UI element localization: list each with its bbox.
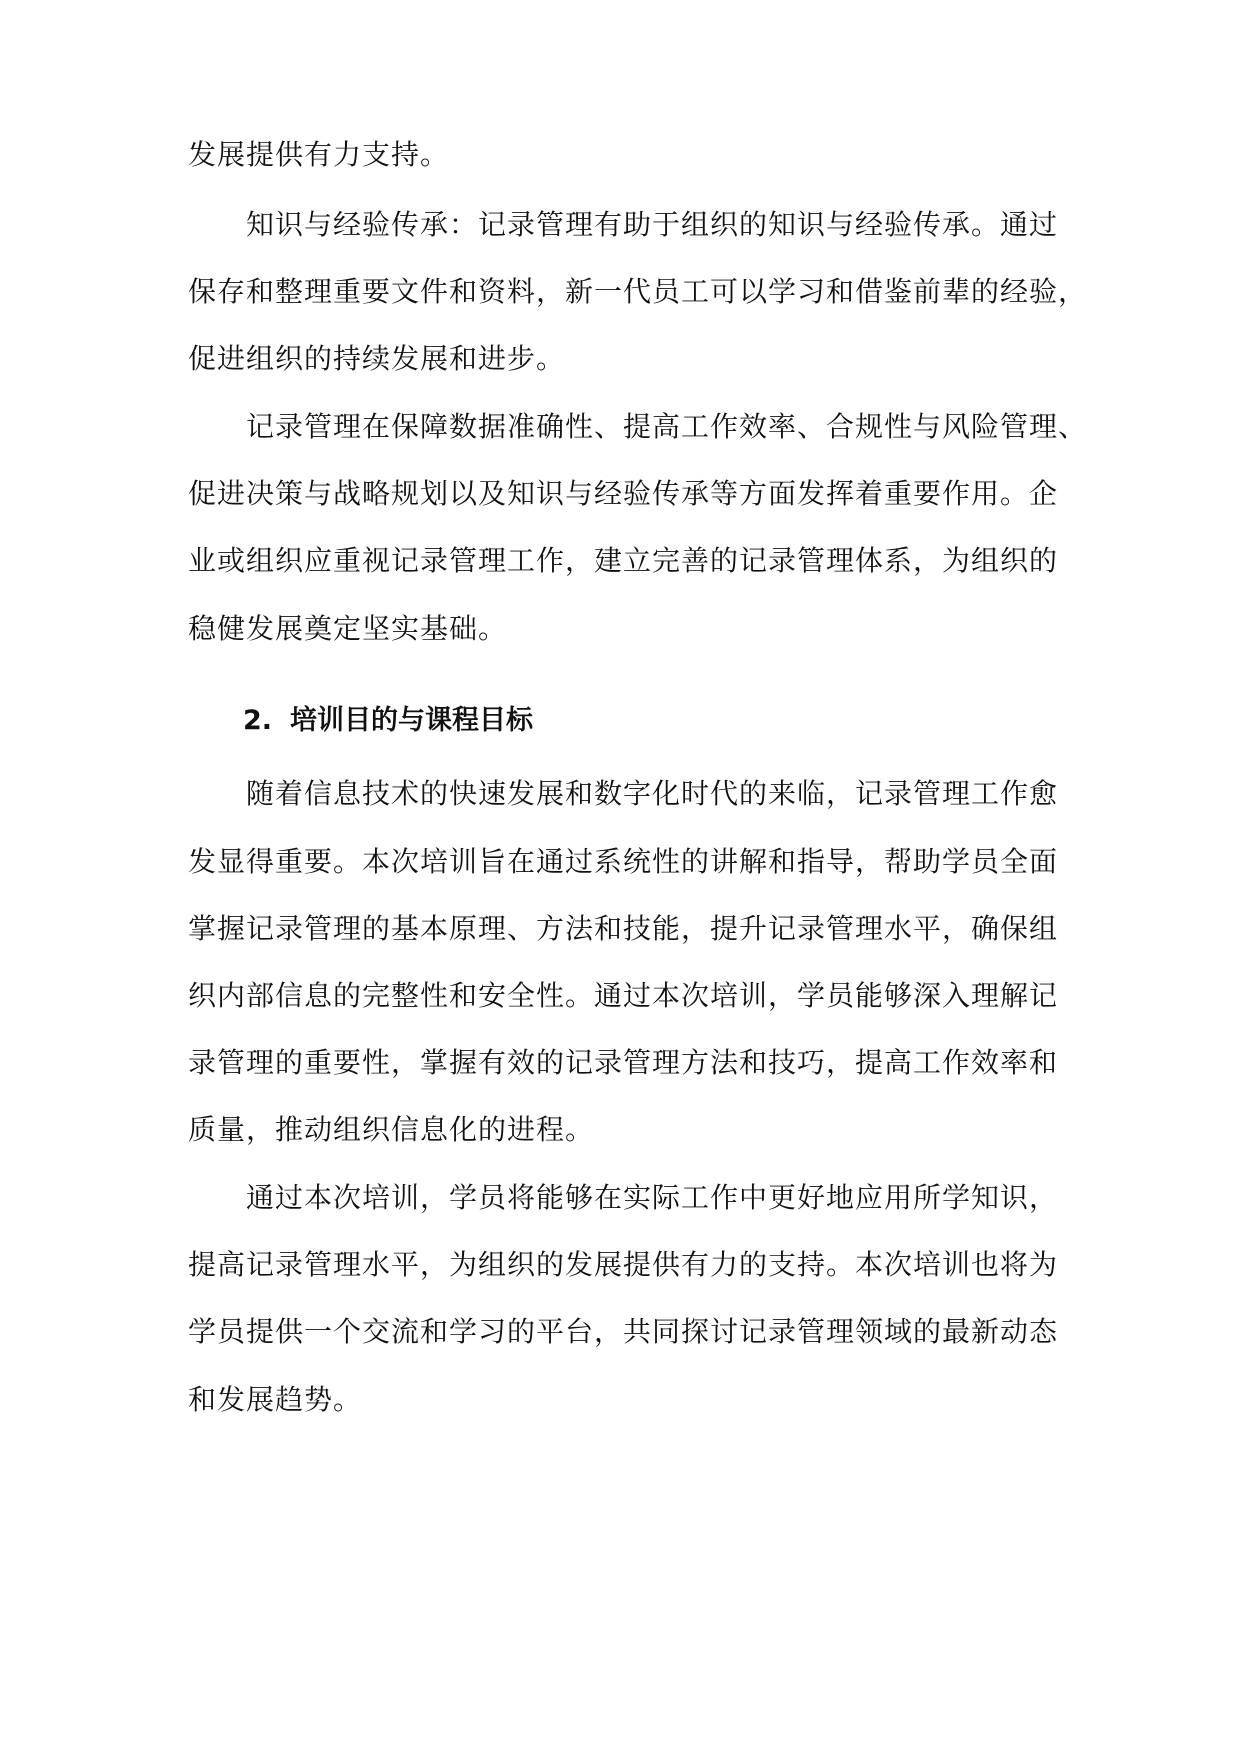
paragraph-line: 提高记录管理水平，为组织的发展提供有力的支持。本次培训也将为 [188,1248,1059,1281]
paragraph-line: 学员提供一个交流和学习的平台，共同探讨记录管理领域的最新动态 [188,1315,1059,1348]
paragraph-line: 记录管理在保障数据准确性、提高工作效率、合规性与风险管理、 [246,410,1088,443]
section-title: 培训目的与课程目标 [290,705,534,736]
paragraph-line: 通过本次培训，学员将能够在实际工作中更好地应用所学知识， [246,1181,1059,1214]
paragraph-line: 发展提供有力支持。 [188,138,450,171]
paragraph-line: 促进组织的持续发展和进步。 [188,342,566,375]
paragraph-line: 知识与经验传承：记录管理有助于组织的知识与经验传承。通过 [246,208,1059,241]
paragraph-line: 和发展趋势。 [188,1383,363,1416]
section-number: 2. [243,705,273,736]
paragraph-line: 业或组织应重视记录管理工作，建立完善的记录管理体系，为组织的 [188,544,1059,577]
paragraph-line: 保存和整理重要文件和资料，新一代员工可以学习和借鉴前辈的经验， [188,275,1088,308]
paragraph-line: 录管理的重要性，掌握有效的记录管理方法和技巧，提高工作效率和 [188,1046,1059,1079]
paragraph-line: 掌握记录管理的基本原理、方法和技能，提升记录管理水平，确保组 [188,912,1059,945]
paragraph-line: 随着信息技术的快速发展和数字化时代的来临，记录管理工作愈 [246,777,1059,810]
paragraph-line: 发显得重要。本次培训旨在通过系统性的讲解和指导，帮助学员全面 [188,845,1059,878]
section-heading [243,701,533,741]
paragraph-line: 促进决策与战略规划以及知识与经验传承等方面发挥着重要作用。企 [188,477,1059,510]
paragraph-line: 质量，推动组织信息化的进程。 [188,1113,595,1146]
paragraph-line: 织内部信息的完整性和安全性。通过本次培训，学员能够深入理解记 [188,979,1059,1012]
paragraph-line: 稳健发展奠定坚实基础。 [188,612,508,645]
